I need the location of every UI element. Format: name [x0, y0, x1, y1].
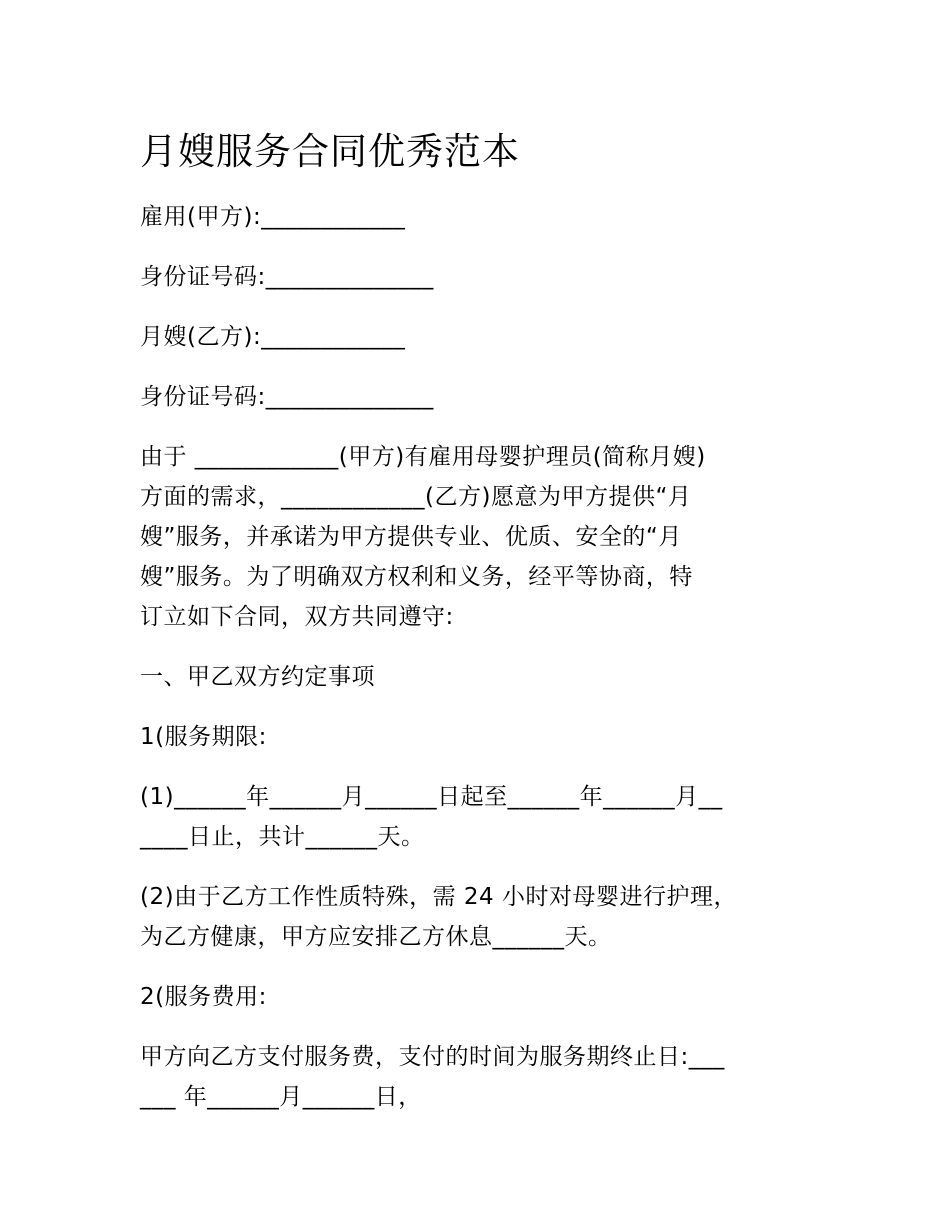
payment-line-2: ___ 年______月______日， — [140, 1084, 422, 1110]
clause-1-2-line-1: (2)由于乙方工作性质特殊，需 24 小时对母婴进行护理， — [140, 884, 737, 910]
nanny-party-line: 月嫂(乙方):____________ — [140, 324, 406, 350]
preamble-line-5: 订立如下合同，双方共同遵守: — [140, 604, 454, 630]
employer-id-line: 身份证号码:______________ — [140, 264, 434, 290]
clause-1-2-line-2: 为乙方健康，甲方应安排乙方休息______天。 — [140, 924, 612, 950]
clause-1-1-line-2: ____日止，共计______天。 — [140, 824, 425, 850]
preamble-line-4: 嫂”服务。为了明确双方权利和义务，经平等协商，特 — [140, 564, 693, 590]
clause-1-heading: 1(服务期限: — [140, 724, 267, 750]
document-title: 月嫂服务合同优秀范本 — [140, 130, 520, 173]
section-heading: 一、甲乙双方约定事项 — [140, 664, 375, 690]
nanny-id-line: 身份证号码:______________ — [140, 384, 434, 410]
payment-line-1: 甲方向乙方支付服务费，支付的时间为服务期终止日:___ — [140, 1044, 725, 1070]
preamble-line-1: 由于 ____________(甲方)有雇用母婴护理员(简称月嫂) — [140, 444, 706, 470]
preamble-line-3: 嫂”服务，并承诺为甲方提供专业、优质、安全的“月 — [140, 524, 682, 550]
preamble-line-2: 方面的需求，____________(乙方)愿意为甲方提供“月 — [140, 484, 692, 510]
clause-1-1-line-1: (1)______年______月______日起至______年______月__ — [140, 784, 723, 810]
employer-party-line: 雇用(甲方):____________ — [140, 204, 406, 230]
clause-2-heading: 2(服务费用: — [140, 984, 267, 1010]
